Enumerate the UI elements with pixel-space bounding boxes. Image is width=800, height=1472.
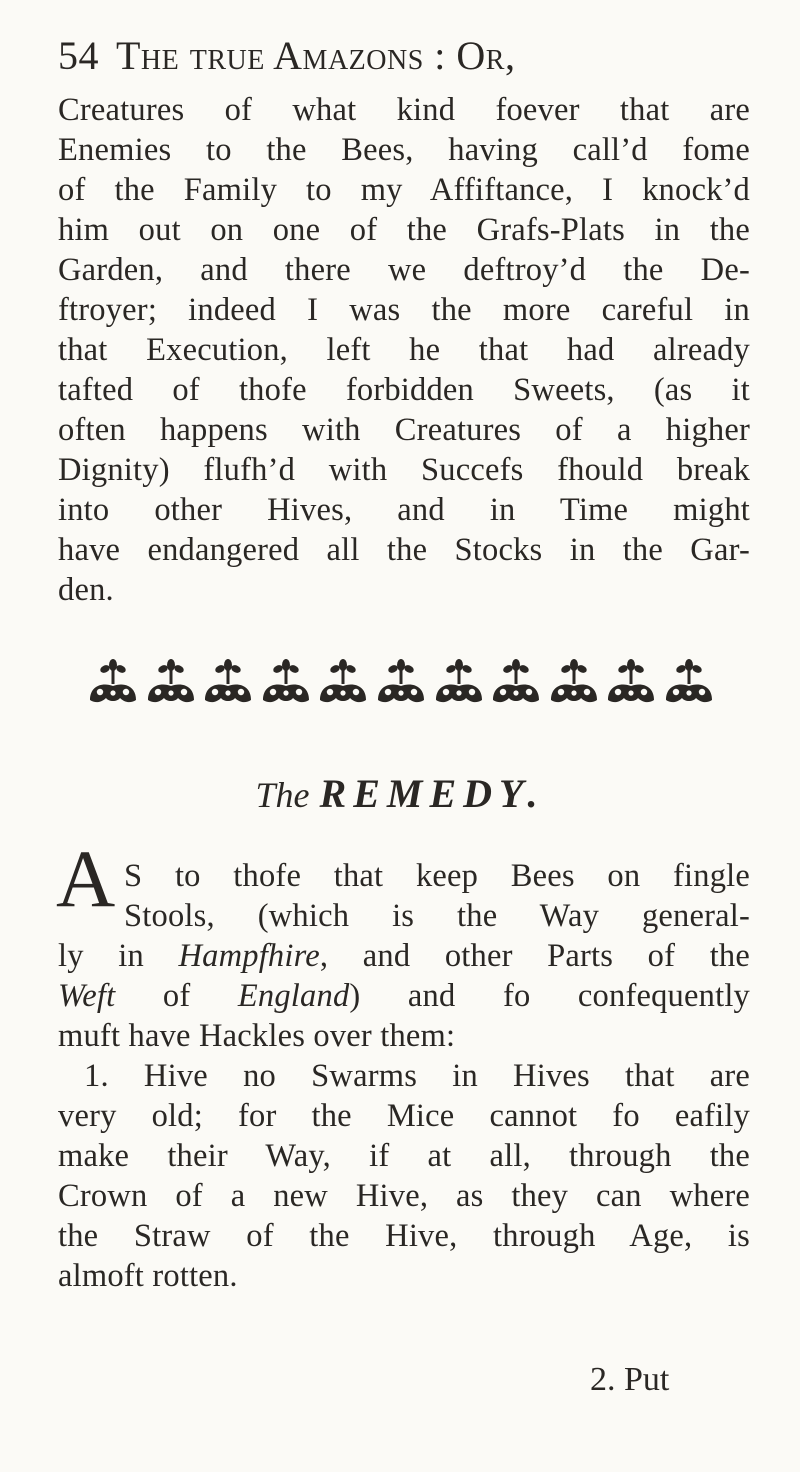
fleuron-ornament-icon: [86, 656, 140, 706]
fleuron-ornament-icon: [374, 656, 428, 706]
text-run: ) and fo confequently: [349, 978, 750, 1014]
place-name: England: [237, 978, 350, 1014]
decorative-ornament-band: [86, 656, 716, 706]
fleuron-ornament-icon: [489, 656, 543, 706]
text-line: Enemies to the Bees, having call’d fome: [58, 132, 750, 168]
text-line: [58, 976, 750, 1016]
text-line: have endangered all the Stocks in the Gar-: [58, 532, 750, 568]
text-line: him out on one of the Grafs-Plats in the: [58, 212, 750, 248]
fleuron-ornament-icon: [144, 656, 198, 706]
place-name: Hampfhire: [178, 938, 320, 974]
text-line: tafted of thofe forbidden Sweets, (as it: [58, 372, 750, 408]
text-line: often happens with Creatures of a higher: [58, 412, 750, 448]
text-run: , and other Parts of the: [319, 938, 750, 974]
text-run: of: [115, 978, 238, 1014]
running-header: [58, 32, 768, 80]
fleuron-ornament-icon: [432, 656, 486, 706]
text-run: ly in: [58, 938, 179, 974]
text-line: almoft rotten.: [58, 1258, 238, 1294]
text-line: den.: [58, 572, 114, 608]
fleuron-ornament-icon: [316, 656, 370, 706]
fleuron-ornament-icon: [201, 656, 255, 706]
text-line: muft have Hackles over them:: [58, 1018, 456, 1054]
drop-cap: A: [56, 833, 116, 924]
text-line: make their Way, if at all, through the: [58, 1138, 750, 1174]
fleuron-ornament-icon: [547, 656, 601, 706]
catchword: 2. Put: [590, 1361, 670, 1398]
text-line: Dignity) flufh’d with Succefs fhould break: [58, 452, 750, 488]
text-line: S to thofe that keep Bees on fingle: [124, 858, 750, 894]
place-name: Weft: [58, 978, 116, 1014]
text-line: into other Hives, and in Time might: [58, 492, 750, 528]
text-line: the Straw of the Hive, through Age, is: [58, 1218, 750, 1254]
section-heading: [0, 770, 800, 819]
text-line: ftroyer; indeed I was the more careful in: [58, 292, 750, 328]
text-line: that Execution, left he that had already: [58, 332, 750, 368]
text-line: [58, 936, 750, 976]
text-line: very old; for the Mice cannot fo eafily: [58, 1098, 750, 1134]
page-number: 54: [58, 33, 99, 78]
fleuron-ornament-icon: [662, 656, 716, 706]
text-line: Crown of a new Hive, as they can where: [58, 1178, 750, 1214]
text-line: Creatures of what kind foever that are: [58, 92, 750, 128]
running-title: The true Amazons : Or,: [116, 33, 516, 78]
section-heading-prefix: The: [255, 775, 310, 815]
text-line: Stools, (which is the Way general-: [124, 898, 750, 934]
text-line: Garden, and there we deftroy’d the De-: [58, 252, 750, 288]
text-line: 1. Hive no Swarms in Hives that are: [84, 1058, 750, 1094]
fleuron-ornament-icon: [259, 656, 313, 706]
fleuron-ornament-icon: [604, 656, 658, 706]
text-line: of the Family to my Affiftance, I knock’d: [58, 172, 750, 208]
section-heading-title: REMEDY.: [319, 771, 545, 816]
